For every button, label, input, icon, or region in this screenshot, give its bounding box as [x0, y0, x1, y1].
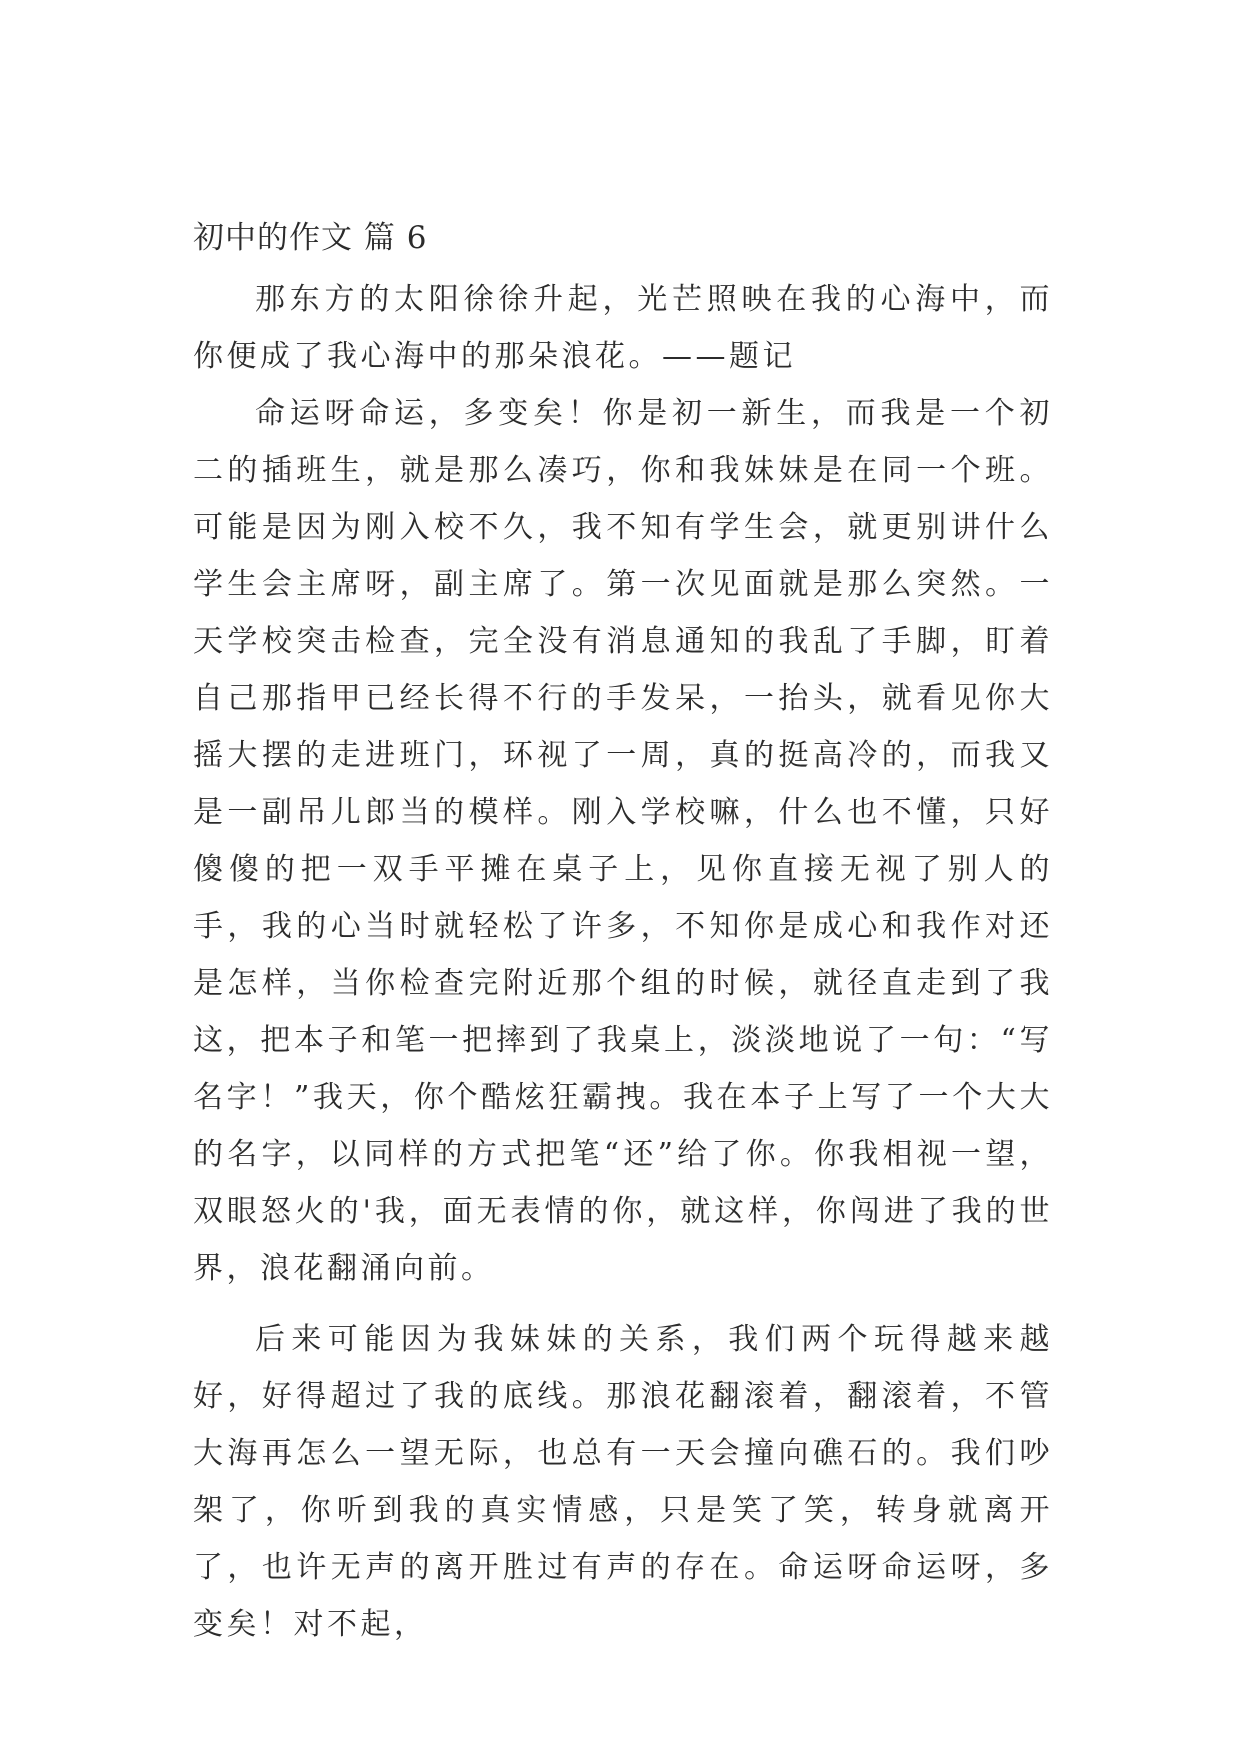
document-title: 初中的作文 篇 6 — [193, 220, 428, 256]
paragraph-friendship: 后来可能因为我妹妹的关系，我们两个玩得越来越好，好得超过了我的底线。那浪花翻滚着，翻滚着，不管大海再怎么一望无际，也总有一天会撞向礁石的。我们吵架了，你听到我的真实情感，只是笑了笑，转身就离开了，也许无声的离开胜过有声的存在。命运呀命运呀，多变矣！对不起， — [193, 1322, 1053, 1642]
paragraph-first-meeting: 命运呀命运，多变矣！你是初一新生，而我是一个初二的插班生，就是那么凑巧，你和我妹妹是在同一个班。可能是因为刚入校不久，我不知有学生会，就更别讲什么学生会主席呀，副主席了。第一次见面就是那么突然。一天学校突击检查，完全没有消息通知的我乱了手脚，盯着自己那指甲已经长得不行的手发呆，一抬头，就看见你大摇大摆的走进班门，环视了一周，真的挺高冷的，而我又是一副吊儿郎当的模样。刚入学校嘛，什么也不懂，只好傻傻的把一双手平摊在桌子上，见你直接无视了别人的手，我的心当时就轻松了许多，不知你是成心和我作对还是怎样，当你检查完附近那个组的时候，就径直走到了我这，把本子和笔一把摔到了我桌上，淡淡地说了一句：“写名字！”我天，你个酷炫狂霸拽。我在本子上写了一个大大的名字，以同样的方式把笔“还”给了你。你我相视一望，双眼怒火的'我，面无表情的你，就这样，你闯进了我的世界，浪花翻涌向前。 — [193, 396, 1053, 1286]
paragraph-epigraph: 那东方的太阳徐徐升起，光芒照映在我的心海中，而你便成了我心海中的那朵浪花。——题记 — [193, 282, 1053, 374]
document-page — [193, 218, 1053, 1653]
